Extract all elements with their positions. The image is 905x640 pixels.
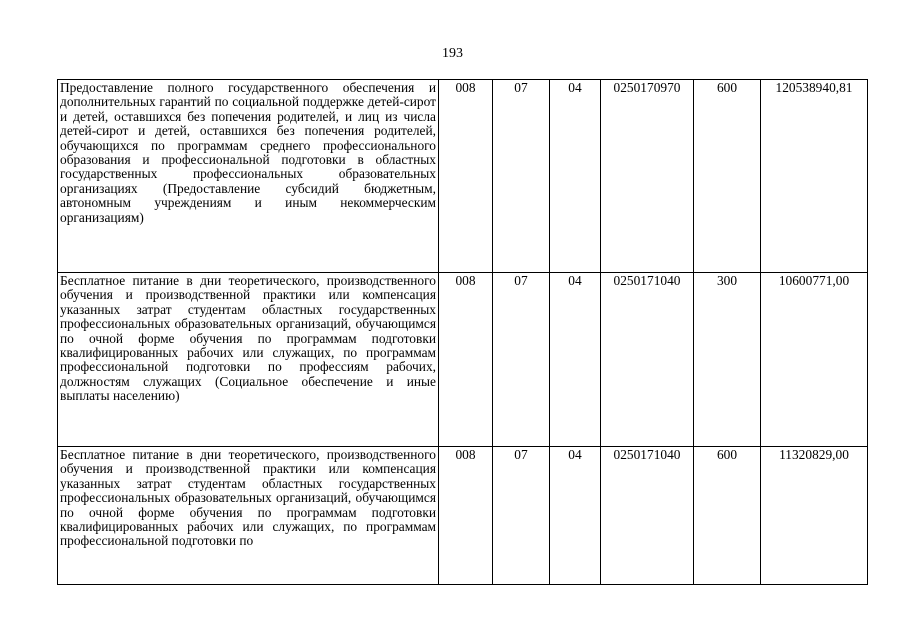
- target-article-cell: 0250170970: [601, 80, 694, 273]
- ministry-code-cell: 008: [439, 80, 493, 273]
- ministry-code-cell: 008: [439, 447, 493, 585]
- ministry-code-cell: 008: [439, 273, 493, 447]
- expense-type-cell: 600: [694, 447, 761, 585]
- row-name-cell: Бесплатное питание в дни теоретического, производственного обучения и производственной практики или компенсация указанных затрат студентам областных государственных профессиональных образовательных организаций, обучающимся по очной форме обучения по программам подготовки квалифицированных рабочих или служащих, по программам профессиональной подготовки по профессиям рабочих, должностям служащих (Социальное обеспечение и иные выплаты населению): [58, 273, 439, 447]
- row-name-cell: Бесплатное питание в дни теоретического, производственного обучения и производственной практики или компенсация указанных затрат студентам областных государственных профессиональных образовательных организаций, обучающимся по очной форме обучения по программам подготовки квалифицированных рабочих или служащих, по программам профессиональной подготовки по: [58, 447, 439, 585]
- table-row: [58, 80, 868, 273]
- subsection-code-cell: 04: [550, 273, 601, 447]
- amount-cell: 11320829,00: [761, 447, 868, 585]
- target-article-cell: 0250171040: [601, 447, 694, 585]
- section-code-cell: 07: [493, 447, 550, 585]
- table-row: [58, 447, 868, 585]
- amount-cell: 120538940,81: [761, 80, 868, 273]
- target-article-cell: 0250171040: [601, 273, 694, 447]
- section-code-cell: 07: [493, 273, 550, 447]
- table-row: [58, 273, 868, 447]
- subsection-code-cell: 04: [550, 447, 601, 585]
- page-number: 193: [442, 46, 463, 61]
- expense-type-cell: 300: [694, 273, 761, 447]
- section-code-cell: 07: [493, 80, 550, 273]
- row-name-cell: Предоставление полного государственного обеспечения и дополнительных гарантий по социальной поддержке детей-сирот и детей, оставшихся без попечения родителей, и лиц из числа детей-сирот и детей, оставшихся без попечения родителей, обучающихся по программам среднего профессионального образования и профессиональной подготовки в областных государственных профессиональных образовательных организациях (Предоставление субсидий бюджетным, автономным учреждениям и иным некоммерческим организациям): [58, 80, 439, 273]
- subsection-code-cell: 04: [550, 80, 601, 273]
- amount-cell: 10600771,00: [761, 273, 868, 447]
- expense-type-cell: 600: [694, 80, 761, 273]
- budget-table: [57, 79, 868, 585]
